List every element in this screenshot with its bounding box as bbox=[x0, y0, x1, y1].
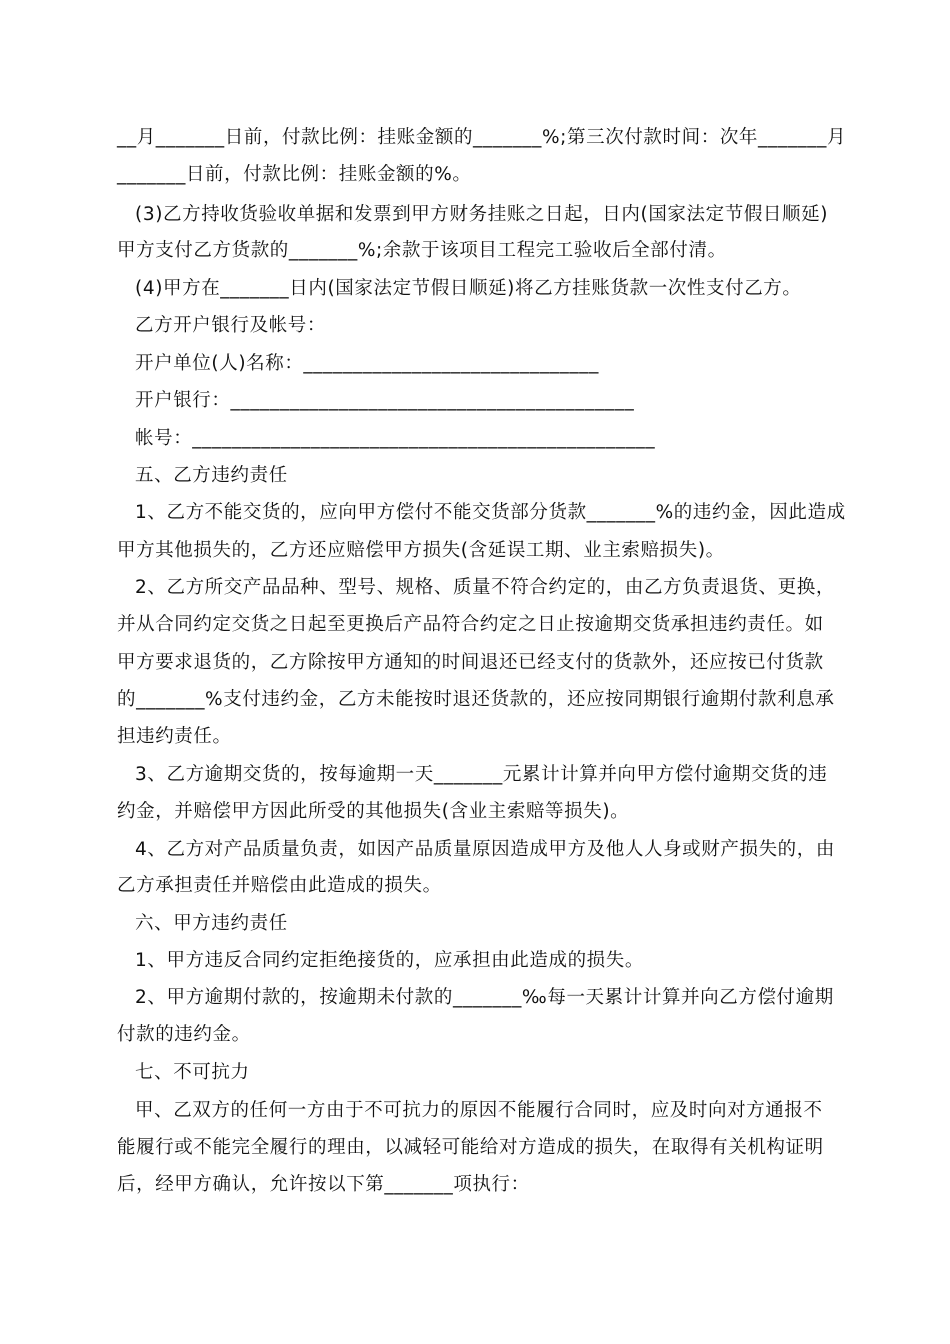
text-line: 1、甲方违反合同约定拒绝接货的，应承担由此造成的损失。 bbox=[135, 950, 644, 971]
text-line: 甲方支付乙方货款的_______%;余款于该项目工程完工验收后全部付清。 bbox=[117, 240, 727, 261]
account-holder-line: 开户单位(人)名称：______________________________ bbox=[135, 353, 599, 374]
text-line: 并从合同约定交货之日起至更换后产品符合约定之日止按逾期交货承担违约责任。如 bbox=[117, 614, 824, 635]
text-line: 能履行或不能完全履行的理由，以减轻可能给对方造成的损失，在取得有关机构证明 bbox=[117, 1137, 824, 1158]
text-line: 付款的违约金。 bbox=[117, 1024, 251, 1045]
text-line: 的_______%支付违约金，乙方未能按时退还货款的，还应按同期银行逾期付款利息承 bbox=[117, 689, 835, 710]
text-line: 甲方其他损失的，乙方还应赔偿甲方损失(含延误工期、业主索赔损失)。 bbox=[117, 540, 725, 561]
text-line: 担违约责任。 bbox=[117, 726, 232, 747]
text-line: 2、甲方逾期付款的，按逾期未付款的_______‰每一天累计计算并向乙方偿付逾期 bbox=[135, 987, 834, 1008]
text-line: __月_______日前，付款比例：挂账金额的_______%;第三次付款时间：次年_______月 bbox=[117, 127, 847, 148]
text-line: 后，经甲方确认，允许按以下第_______项执行： bbox=[117, 1174, 530, 1195]
text-line: (3)乙方持收货验收单据和发票到甲方财务挂账之日起，日内(国家法定节假日顺延) bbox=[135, 204, 829, 225]
bank-name-line: 开户银行：_________________________________________ bbox=[135, 390, 635, 411]
text-line: 乙方承担责任并赔偿由此造成的损失。 bbox=[117, 875, 442, 896]
section-heading: 五、乙方违约责任 bbox=[135, 465, 288, 486]
text-line: 约金，并赔偿甲方因此所受的其他损失(含业主索赔等损失)。 bbox=[117, 801, 630, 822]
bank-account-heading: 乙方开户银行及帐号： bbox=[135, 315, 327, 336]
text-line: 甲、乙双方的任何一方由于不可抗力的原因不能履行合同时，应及时向对方通报不 bbox=[135, 1100, 823, 1121]
text-line: _______日前，付款比例：挂账金额的%。 bbox=[117, 164, 472, 185]
text-line: 4、乙方对产品质量负责，如因产品质量原因造成甲方及他人人身或财产损失的，由 bbox=[135, 839, 835, 860]
text-line: (4)甲方在_______日内(国家法定节假日顺延)将乙方挂账货款一次性支付乙方。 bbox=[135, 278, 802, 299]
section-heading: 七、不可抗力 bbox=[135, 1062, 250, 1083]
text-line: 2、乙方所交产品品种、型号、规格、质量不符合约定的，由乙方负责退货、更换， bbox=[135, 577, 835, 598]
text-line: 甲方要求退货的，乙方除按甲方通知的时间退还已经支付的货款外，还应按已付货款 bbox=[117, 652, 824, 673]
text-line: 3、乙方逾期交货的，按每逾期一天_______元累计计算并向甲方偿付逾期交货的违 bbox=[135, 764, 828, 785]
text-line: 1、乙方不能交货的，应向甲方偿付不能交货部分货款_______%的违约金，因此造成 bbox=[135, 502, 846, 523]
section-heading: 六、甲方违约责任 bbox=[135, 913, 288, 934]
account-number-line: 帐号：_______________________________________________ bbox=[135, 428, 656, 449]
